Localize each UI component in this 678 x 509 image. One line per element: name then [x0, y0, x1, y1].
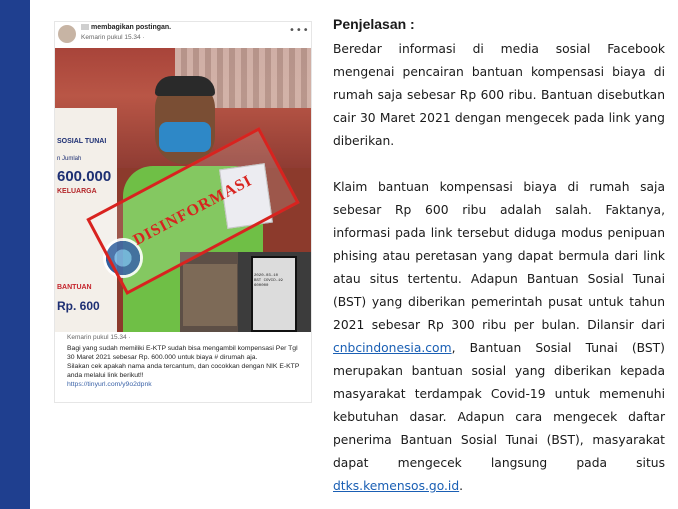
- shared-label: membagikan postingan.: [91, 24, 172, 31]
- post-header: [55, 22, 311, 46]
- paragraph-2-part-a: Klaim bantuan kompensasi biaya di rumah saja sebesar Rp 600 ribu adalah salah. Faktanya, informasi pada link tersebut diduga modus penipuan phising atau peretasan yang dapat bermula dari link atau situs tertentu. Adapun Bantuan Sosial Tunai (BST) yang diberikan pemerintah pusat untuk tahun 2021 sebesar Rp 300 ribu per bulan. Dilansir dari: [333, 180, 665, 332]
- post-time-2: Kemarin pukul 15.34 ·: [67, 334, 131, 341]
- banner-bantuan: BANTUAN: [57, 284, 92, 291]
- banner-keluarga: KELUARGA: [57, 188, 97, 195]
- phone-text: 2020-03-10 BST COVID-19 600000: [254, 274, 283, 288]
- post-photo: [55, 48, 311, 332]
- phone-screen: [251, 256, 297, 332]
- paragraph-2-part-b: , Bantuan Sosial Tunai (BST) merupakan bantuan sosial yang diberikan kepada masyarakat terdampak Covid-19 untuk memenuhi kebutuhan dasar. Adapun cara mengecek daftar penerima Bantuan Sosial Tunai (BST), masyarakat dapat mengecek langsung pada situs: [333, 341, 665, 470]
- avatar: [58, 25, 76, 43]
- inset-photo-receipt: [183, 264, 237, 326]
- blurred-name: [81, 24, 89, 30]
- article-paragraph-1: Beredar informasi di media sosial Facebook mengenai pencairan bantuan kompensasi biaya di rumah saja sebesar Rp 600 ribu. Bantuan disebutkan cair 30 Maret 2021 dengan mengecek pada link yang diberikan.: [333, 42, 665, 148]
- more-options-icon: •••: [289, 25, 310, 36]
- shared-by-text: [81, 24, 171, 31]
- banner-title: SOSIAL TUNAI: [57, 138, 107, 145]
- post-link[interactable]: https://tinyurl.com/y9o2dpnk: [67, 381, 152, 388]
- banner-rp: Rp. 600: [57, 299, 100, 313]
- article-column: [333, 16, 665, 498]
- dtks-link[interactable]: dtks.kemensos.go.id: [333, 479, 460, 493]
- paragraph-2-end: .: [459, 479, 464, 493]
- banner-amount: 600.000: [57, 168, 112, 185]
- article-heading: Penjelasan :: [333, 16, 415, 32]
- banner-subtitle: n Jumlah: [57, 156, 82, 162]
- face-mask: [159, 122, 211, 152]
- post-time: Kemarin pukul 15.34 ·: [81, 34, 145, 41]
- cnbc-link[interactable]: cnbcindonesia.com: [333, 341, 452, 355]
- facebook-post-screenshot: [55, 22, 311, 402]
- post-body-line-1: Bagi yang sudah memiliki E-KTP sudah bisa mengambil kompensasi Per Tgl 30 Maret 2021 sebesar Rp. 600.000 untuk biaya # dirumah aja.: [67, 345, 298, 361]
- post-body-line-2: Silakan cek apakah nama anda tercantum, dan cocokkan dengan NIK E-KTP anda melalui link berikut!!: [67, 363, 300, 379]
- disinformasi-stamp: DISINFORMASI: [86, 127, 299, 295]
- post-body: [67, 344, 303, 389]
- article-paragraph-2: [333, 176, 665, 498]
- left-accent-band: [0, 0, 30, 509]
- paragraph-gap: [333, 153, 665, 176]
- person-hat: [155, 76, 215, 96]
